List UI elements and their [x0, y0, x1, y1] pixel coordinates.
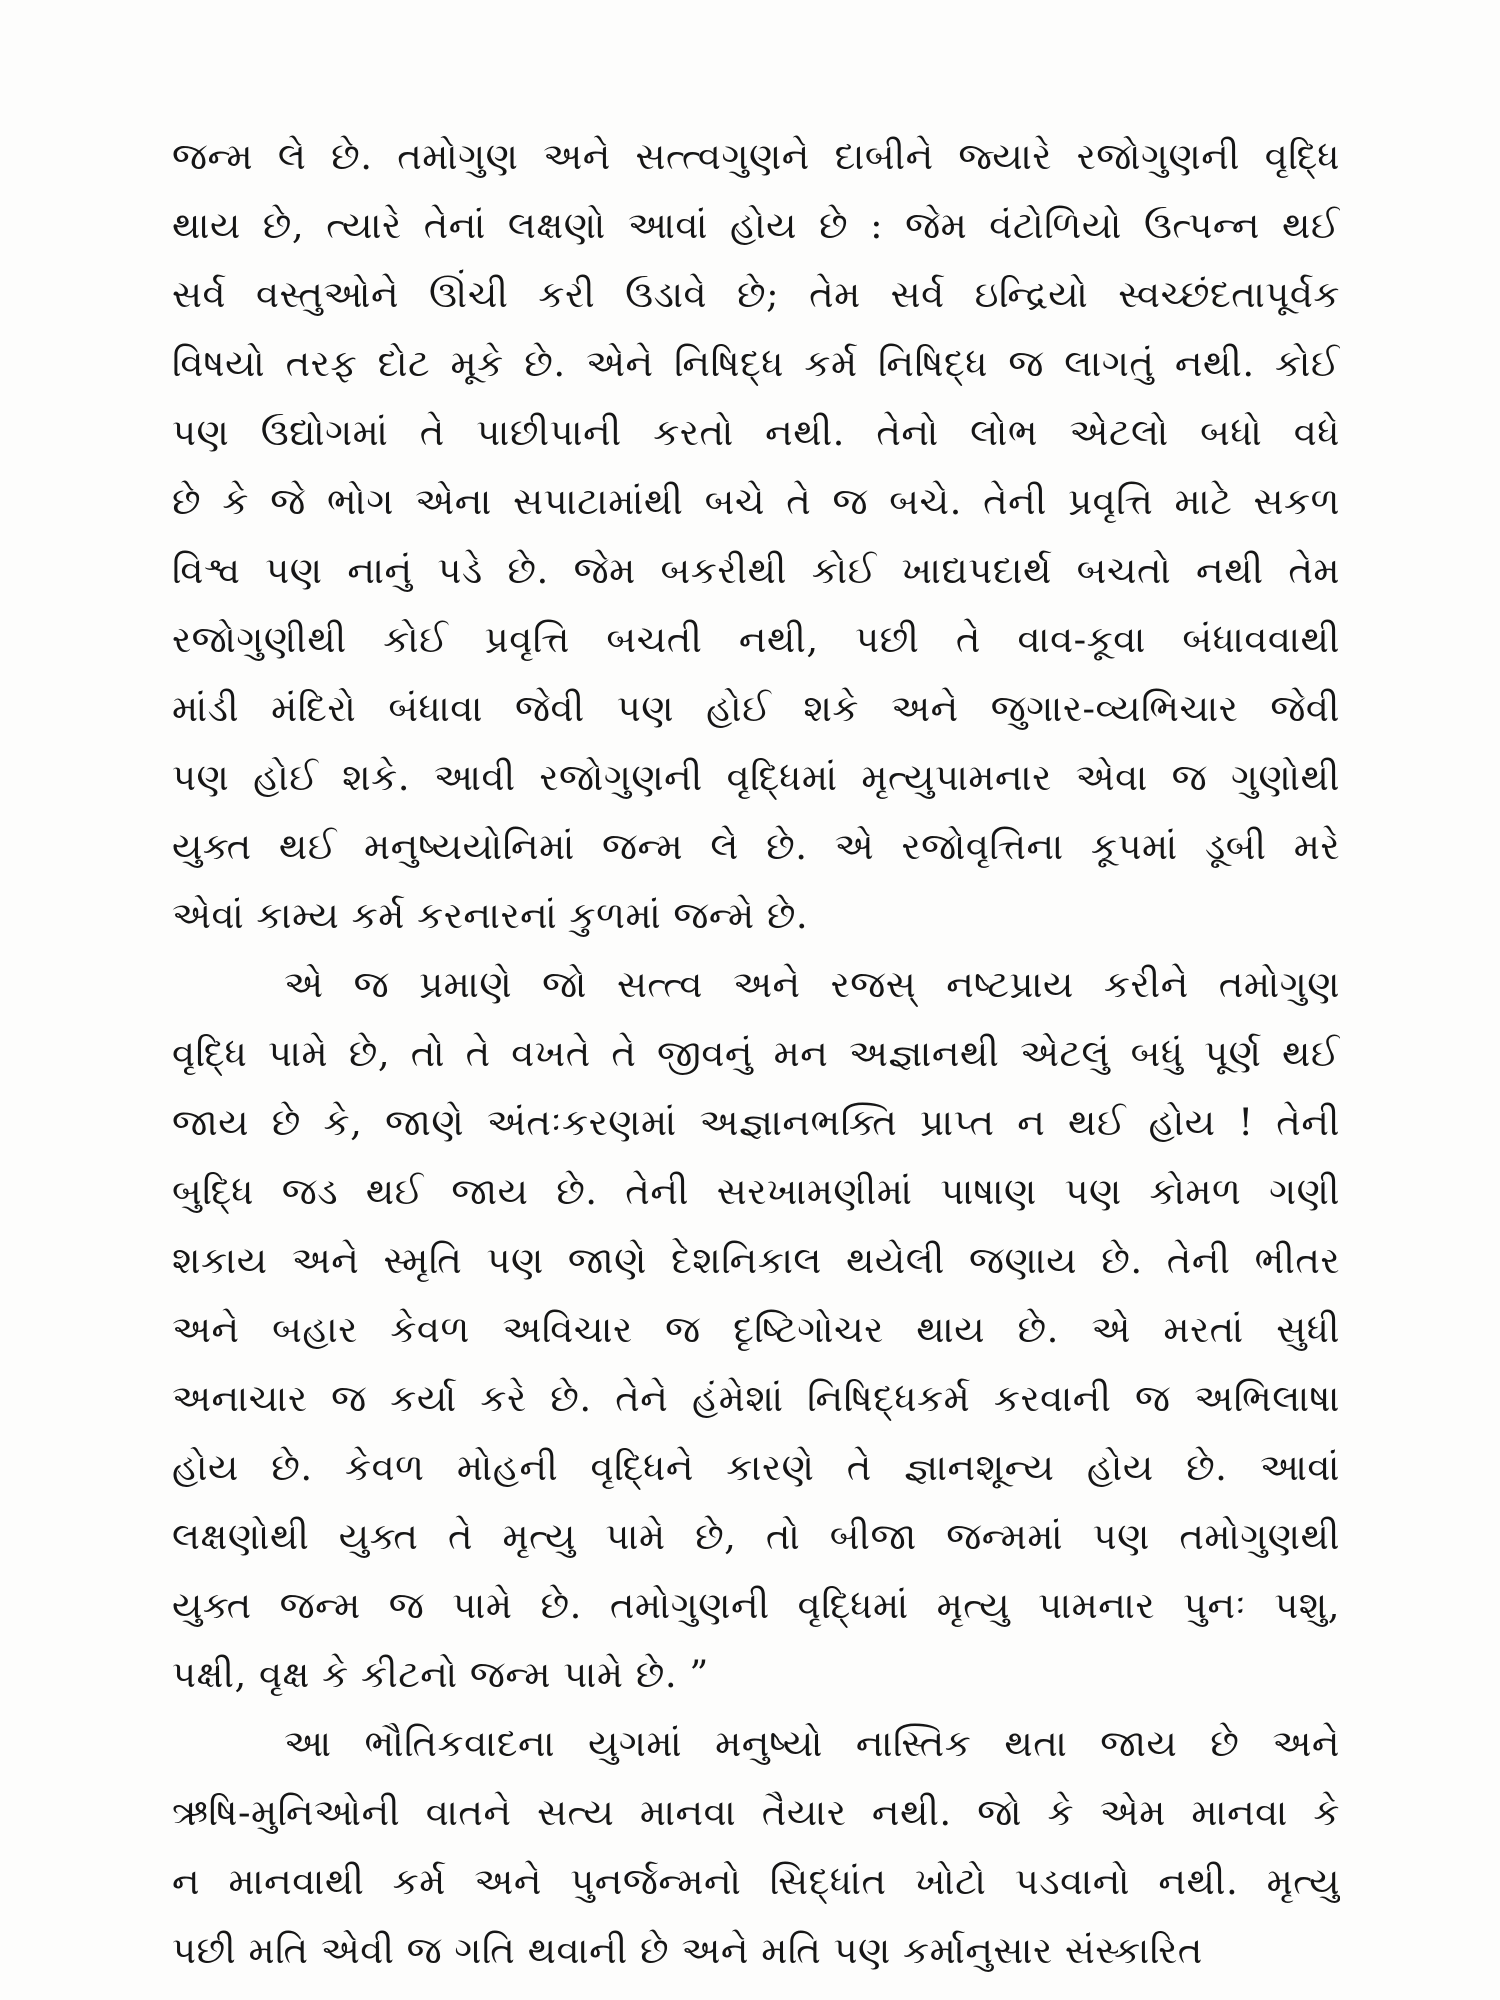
text-line: પક્ષી, વૃક્ષ કે કીટનો જન્મ પામે છે. ”	[172, 1653, 709, 1696]
text-line: આ ભૌતિકવાદના યુગમાં મનુષ્યો નાસ્તિક થતા જાય છે અને	[284, 1722, 1340, 1765]
text-line: વિશ્વ પણ નાનું પડે છે. જેમ બકરીથી કોઈ ખાદ્યપદાર્થ બચતો નથી તેમ	[172, 549, 1340, 592]
text-line: શકાય અને સ્મૃતિ પણ જાણે દેશનિકાલ થયેલી જણાય છે. તેની ભીતર	[172, 1239, 1340, 1282]
text-line: પછી મતિ એવી જ ગતિ થવાની છે અને મતિ પણ કર્માનુસાર સંસ્કારિત	[172, 1929, 1203, 1972]
text-line: રજોગુણીથી કોઈ પ્રવૃત્તિ બચતી નથી, પછી તે વાવ-કૂવા બંધાવવાથી	[172, 618, 1340, 661]
text-line: જન્મ લે છે. તમોગુણ અને સત્ત્વગુણને દાબીને જ્યારે રજોગુણની વૃદ્ધિ	[172, 135, 1340, 178]
text-line: યુક્ત જન્મ જ પામે છે. તમોગુણની વૃદ્ધિમાં મૃત્યુ પામનાર પુનઃ પશુ,	[172, 1584, 1340, 1627]
text-line: પણ હોઈ શકે. આવી રજોગુણની વૃદ્ધિમાં મૃત્યુપામનાર એવા જ ગુણોથી	[172, 756, 1340, 799]
text-line: લક્ષણોથી યુક્ત તે મૃત્યુ પામે છે, તો બીજા જન્મમાં પણ તમોગુણથી	[172, 1515, 1340, 1558]
text-line: વૃદ્ધિ પામે છે, તો તે વખતે તે જીવનું મન અજ્ઞાનથી એટલું બધું પૂર્ણ થઈ	[172, 1032, 1340, 1075]
text-line: ન માનવાથી કર્મ અને પુનર્જન્મનો સિદ્ધાંત ખોટો પડવાનો નથી. મૃત્યુ	[172, 1860, 1340, 1903]
text-line: ઋષિ-મુનિઓની વાતને સત્ય માનવા તૈયાર નથી. જો કે એમ માનવા કે	[172, 1791, 1340, 1834]
text-line: અને બહાર કેવળ અવિચાર જ દૃષ્ટિગોચર થાય છે. એ મરતાં સુધી	[172, 1308, 1340, 1351]
text-line: એવાં કામ્ય કર્મ કરનારનાં કુળમાં જન્મે છે.	[172, 894, 809, 937]
text-line: છે કે જે ભોગ એના સપાટામાંથી બચે તે જ બચે. તેની પ્રવૃત્તિ માટે સકળ	[172, 480, 1340, 523]
text-line: જાય છે કે, જાણે અંતઃકરણમાં અજ્ઞાનભક્તિ પ્રાપ્ત ન થઈ હોય ! તેની	[172, 1101, 1340, 1144]
text-line: અનાચાર જ કર્યા કરે છે. તેને હંમેશાં નિષિદ્ધકર્મ કરવાની જ અભિલાષા	[172, 1377, 1340, 1420]
text-line: સર્વ વસ્તુઓને ઊંચી કરી ઉડાવે છે; તેમ સર્વ ઇન્દ્રિયો સ્વચ્છંદતાપૂર્વક	[172, 273, 1340, 316]
text-line: થાય છે, ત્યારે તેનાં લક્ષણો આવાં હોય છે : જેમ વંટોળિયો ઉત્પન્ન થઈ	[172, 204, 1340, 247]
text-line: માંડી મંદિરો બંધાવા જેવી પણ હોઈ શકે અને જુગાર-વ્યભિચાર જેવી	[172, 687, 1340, 730]
text-line: હોય છે. કેવળ મોહની વૃદ્ધિને કારણે તે જ્ઞાનશૂન્ય હોય છે. આવાં	[172, 1446, 1340, 1489]
text-line: વિષયો તરફ દોટ મૂકે છે. એને નિષિદ્ધ કર્મ નિષિદ્ધ જ લાગતું નથી. કોઈ	[172, 342, 1340, 385]
text-line: બુદ્ધિ જડ થઈ જાય છે. તેની સરખામણીમાં પાષાણ પણ કોમળ ગણી	[172, 1170, 1340, 1213]
body-text	[172, 126, 1340, 1989]
text-line: પણ ઉદ્યોગમાં તે પાછીપાની કરતો નથી. તેનો લોભ એટલો બધો વધે	[172, 411, 1340, 454]
text-line: એ જ પ્રમાણે જો સત્ત્વ અને રજસ્ નષ્ટપ્રાય કરીને તમોગુણ	[284, 963, 1340, 1006]
text-line: યુક્ત થઈ મનુષ્યયોનિમાં જન્મ લે છે. એ રજોવૃત્તિના કૂપમાં ડૂબી મરે	[172, 825, 1340, 868]
